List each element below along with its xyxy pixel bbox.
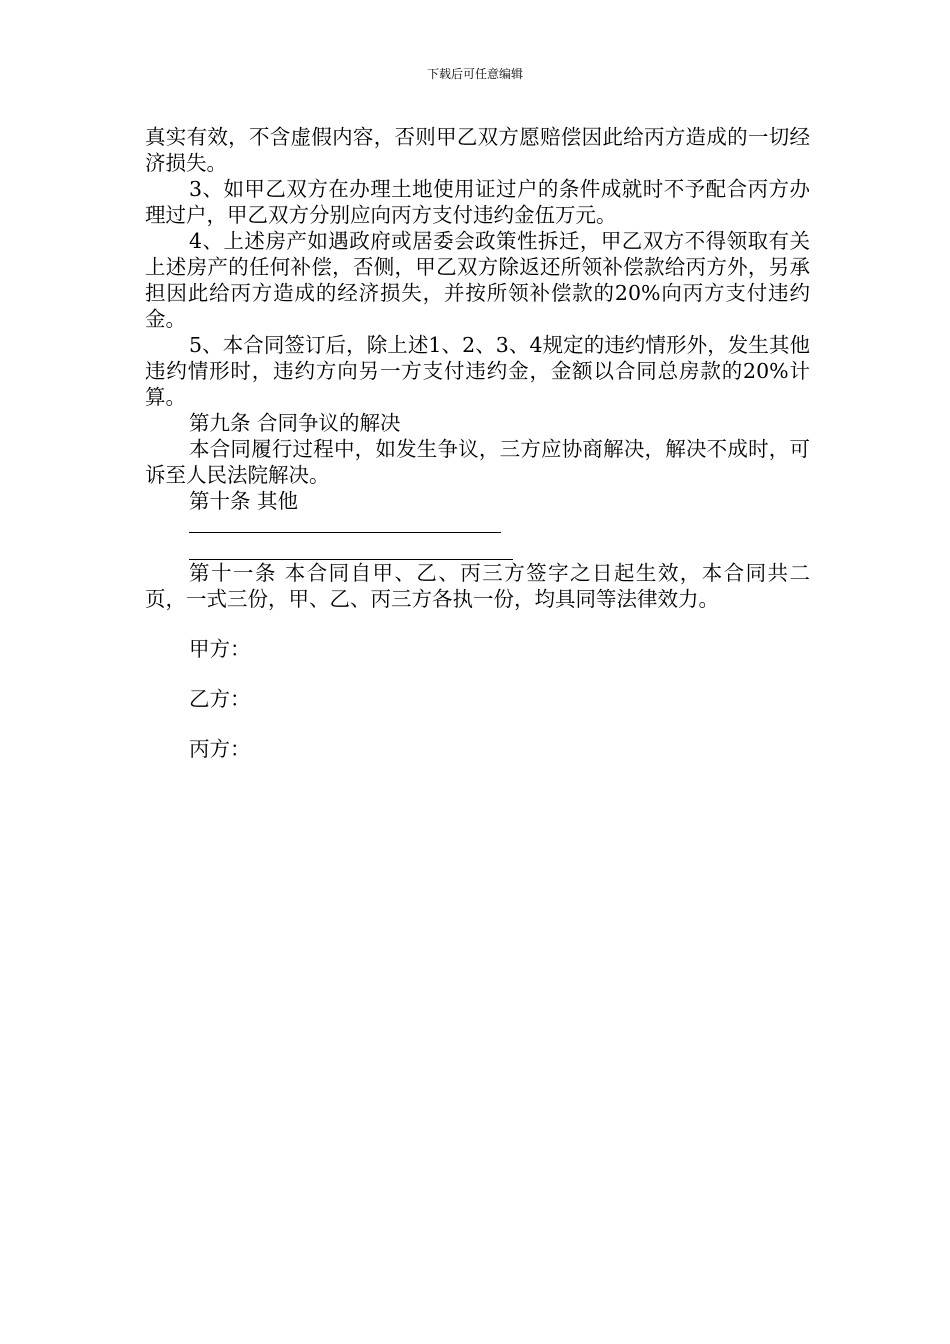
signature-party-a: 甲方： — [189, 637, 251, 661]
signature-party-c: 丙方： — [189, 737, 251, 761]
article-9-heading: 第九条 合同争议的解决 — [189, 411, 401, 435]
paragraph-clause-4: 4、上述房产如遇政府或居委会政策性拆迁，甲乙双方不得领取有关上述房产的任何补偿，否侧，甲乙双方除返还所领补偿款给丙方外，另承担因此给丙方造成的经济损失，并按所领补偿款的20%向丙方支付违约金。 — [145, 229, 810, 331]
paragraph-clause-3: 3、如甲乙双方在办理土地使用证过户的条件成就时不予配合丙方办理过户，甲乙双方分别应向丙方支付违约金伍万元。 — [145, 177, 810, 227]
page-header: 下载后可任意编辑 — [426, 67, 523, 81]
blank-fill-line — [189, 514, 501, 533]
signature-party-b: 乙方： — [189, 687, 251, 711]
article-9-body: 本合同履行过程中，如发生争议，三方应协商解决，解决不成时，可诉至人民法院解决。 — [145, 437, 810, 487]
article-10-heading: 第十条 其他 — [189, 489, 299, 513]
blank-fill-line — [189, 533, 513, 560]
paragraph-clause-5: 5、本合同签订后，除上述1、2、3、4规定的违约情形外，发生其他违约情形时，违约方向另一方支付违约金，金额以合同总房款的20%计算。 — [145, 333, 810, 409]
paragraph-continuation: 真实有效，不含虚假内容，否则甲乙双方愿赔偿因此给丙方造成的一切经济损失。 — [145, 125, 810, 175]
document-body — [145, 124, 810, 762]
article-11-body: 第十一条 本合同自甲、乙、丙三方签字之日起生效，本合同共二页，一式三份，甲、乙、丙三方各执一份，均具同等法律效力。 — [145, 561, 810, 611]
